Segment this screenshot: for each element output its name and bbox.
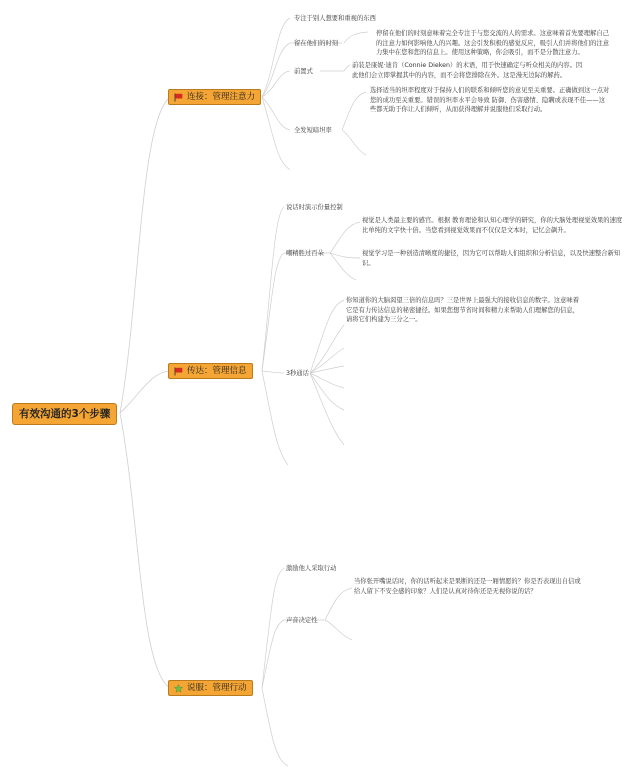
topic-decisive-voice[interactable]: 声音决定性 [286, 617, 318, 624]
red-flag-icon [174, 93, 183, 102]
topic-portion-control[interactable]: 说话时演示份量控制 [286, 204, 343, 211]
root-topic[interactable] [12, 403, 117, 425]
topic-visuals[interactable]: 嘲精胜过百朵 [286, 250, 324, 257]
branch3-curves [262, 568, 352, 766]
note-candor: 选择适当的坦率程度对于保持人们的联系和倾听您的意见至关重要。正确做到这一点对您的成功至关重要。错误的坦率水平会导致 防御、伤害感情、隐瞒或表现不佳——这些都无助于你让人们倾听，从而获得理解并说服他们采取行动。 [370, 87, 610, 114]
branch2-curves [262, 207, 360, 465]
branch-label: 传达：管理信息 [187, 366, 247, 376]
branch-label: 连接：管理注意力 [187, 92, 256, 102]
note-visuals-2: 视觉学习是一种创造清晰度的捷径，因为它可以帮助人们组织和分析信息，以及快速整合新知识。 [362, 250, 621, 267]
note-stay-in-moment: 停留在他们的时刻意味着完全专注于与您交流的人的需求。这意味着首先要理解自己的注意力如何影响他人的兴趣。这会引发积极的感觉反应，吸引人们并将他们的注意力集中在您和您的信息上。使用这种策略，你会吸引，而不是分散注意力。 [376, 30, 609, 57]
root-topic-label: 有效沟通的3个步骤 [19, 408, 111, 420]
branch-convey[interactable] [168, 363, 253, 379]
red-flag-icon [174, 367, 183, 376]
branch-label: 说服：管理行动 [187, 683, 247, 693]
note-three-seconds: 你知道你的大脑渴望三倍的信息吗？三是世界上最强大的接收信息的数字。这意味着它是有力传达信息的秘密捷径。如果您想节省时间和精力来帮助人们理解您的信息，请将它们构建为三分之一。 [346, 297, 579, 324]
star-icon [174, 684, 183, 693]
topic-motivate-action[interactable]: 激励他人采取行动 [286, 565, 337, 572]
topic-focus-others[interactable]: 专注于别人想要和重视的东西 [294, 15, 376, 22]
branch-persuade[interactable] [168, 680, 253, 696]
topic-stay-in-moment[interactable]: 留在他们的时刻 [294, 40, 339, 47]
note-front-load: 前装是康妮·迪肯（Connie Dieken）的术语，用于快速确定与听众相关的内容。因此他们会立即掌握其中的内容，而不会将您排除在外。这是漫无边际的解药。 [352, 62, 583, 79]
branch-connect[interactable] [168, 89, 261, 105]
note-decisive-voice: 当你张开嘴说话时，你的话听起来是果断的还是一厢情愿的？你是否表现出自信或给人留下不安全感的印象？人们是认真对待你还是无视你说的话？ [354, 578, 581, 595]
topic-three-seconds[interactable]: 3秒通话 [286, 370, 309, 377]
note-visuals-1: 视觉是人类最主要的感官。根据 教育理论和认知心理学的研究，你的大脑处理视觉效果的速度比单纯的文字快十倍。当您看到视觉效果而不仅仅是文本时，记忆会飙升。 [362, 217, 623, 234]
topic-front-load[interactable]: 前置式 [294, 68, 313, 75]
root-branch-curves [120, 97, 170, 688]
topic-candor[interactable]: 全发短暗坦率 [294, 127, 332, 134]
